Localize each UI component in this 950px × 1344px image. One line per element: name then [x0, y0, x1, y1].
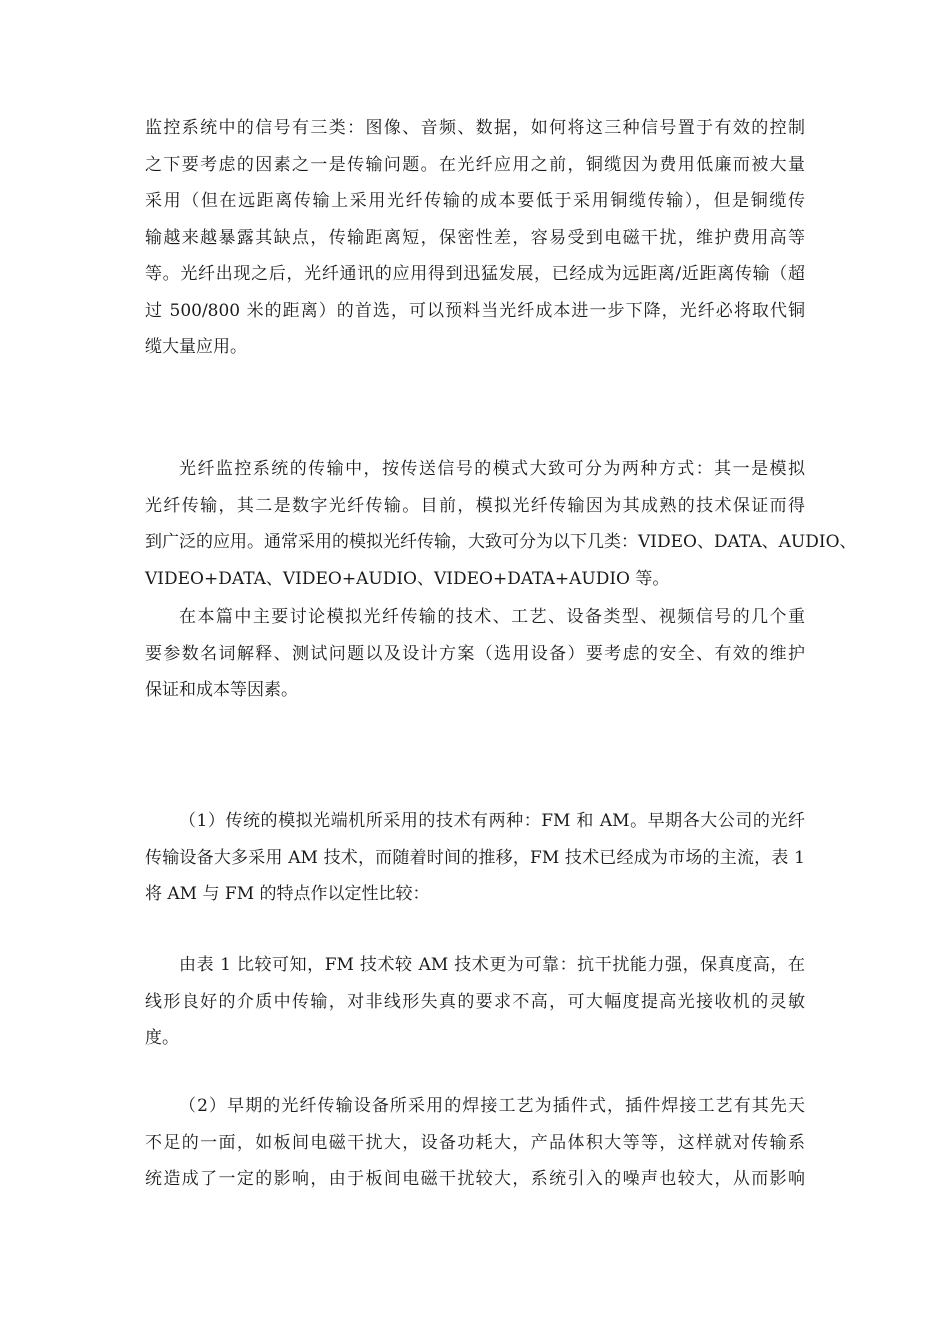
- text-line: 光纤传输，其二是数字光纤传输。目前，模拟光纤传输因为其成熟的技术保证而得: [145, 495, 805, 516]
- text-line: 等。光纤出现之后，光纤通讯的应用得到迅猛发展，已经成为远距离/近距离传输（超: [145, 264, 805, 284]
- paragraph-fm-comparison: [145, 947, 805, 1057]
- text-line: 将 AM 与 FM 的特点作以定性比较：: [145, 884, 430, 904]
- text-line: 缆大量应用。: [145, 337, 247, 357]
- text-line: 传输设备大多采用 AM 技术，而随着时间的推移，FM 技术已经成为市场的主流，表 1: [145, 847, 805, 868]
- text-line: 输越来越暴露其缺点，传输距离短，保密性差，容易受到电磁干扰，维护费用高等: [145, 227, 805, 248]
- text-line: 光纤监控系统的传输中，按传送信号的模式大致可分为两种方式：其一是模拟: [179, 459, 805, 479]
- text-line: （1）传统的模拟光端机所采用的技术有两种：FM 和 AM。早期各大公司的光纤: [179, 811, 805, 831]
- text-line: VIDEO+DATA、VIDEO+AUDIO、VIDEO+DATA+AUDIO 等。: [145, 568, 670, 589]
- paragraph-scope: [145, 599, 805, 709]
- text-line: 保证和成本等因素。: [145, 680, 298, 700]
- text-line: 采用（但在远距离传输上采用光纤传输的成本要低于采用铜缆传输），但是铜缆传: [145, 191, 805, 211]
- paragraph-transmission-modes: [145, 451, 857, 597]
- text-line: 到广泛的应用。通常采用的模拟光纤传输，大致可分为以下几类：VIDEO、DATA、AUDIO、: [145, 532, 857, 552]
- section-heading: [145, 741, 805, 778]
- text-line: 线形良好的介质中传输，对非线形失真的要求不高，可大幅度提高光接收机的灵敏: [145, 991, 805, 1012]
- text-line: 监控系统中的信号有三类：图像、音频、数据，如何将这三种信号置于有效的控制: [145, 118, 805, 138]
- text-line: 不足的一面，如板间电磁干扰大，设备功耗大，产品体积大等等，这样就对传输系: [145, 1132, 805, 1153]
- text-line: 统造成了一定的影响，由于板间电磁干扰较大，系统引入的噪声也较大，从而影响: [145, 1169, 805, 1189]
- paragraph-welding-process: [145, 1088, 805, 1198]
- text-line: 由表 1 比较可知，FM 技术较 AM 技术更为可靠：抗干扰能力强，保真度高，在: [179, 955, 805, 975]
- heading-line: [145, 741, 805, 778]
- text-line: 要参数名词解释、测试问题以及设计方案（选用设备）要考虑的安全、有效的维护: [145, 643, 805, 664]
- text-line: （2）早期的光纤传输设备所采用的焊接工艺为插件式，插件焊接工艺有其先天: [179, 1096, 805, 1116]
- text-line: 在本篇中主要讨论模拟光纤传输的技术、工艺、设备类型、视频信号的几个重: [179, 607, 805, 627]
- text-line: 度。: [145, 1028, 179, 1048]
- text-line: 过 500/800 米的距离）的首选，可以预料当光纤成本进一步下降，光纤必将取代铜: [145, 300, 805, 321]
- paragraph-signal-types: [145, 110, 805, 366]
- paragraph-fm-am-techniques: [145, 803, 805, 913]
- text-line: 之下要考虑的因素之一是传输问题。在光纤应用之前，铜缆因为费用低廉而被大量: [145, 154, 805, 175]
